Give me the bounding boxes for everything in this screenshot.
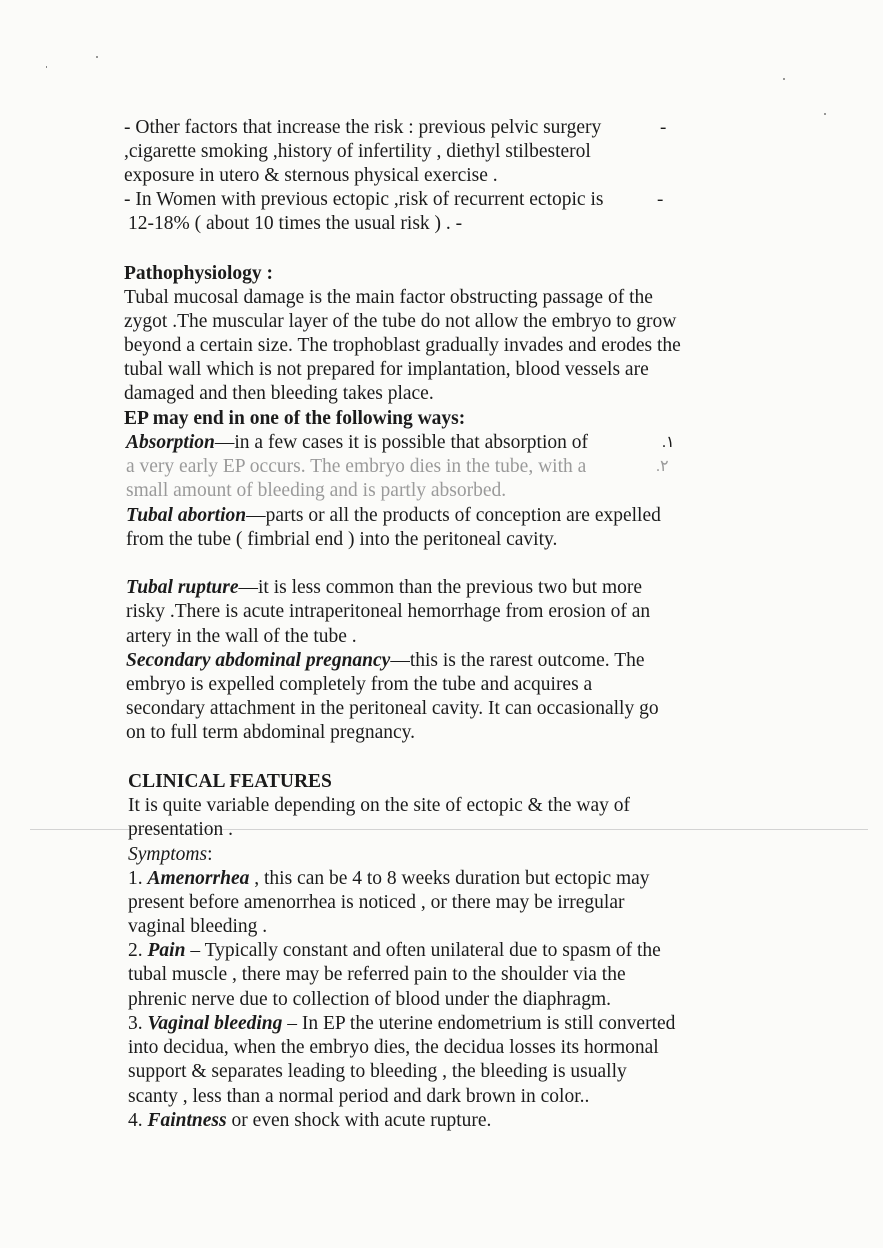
tubal-rupture-line-1 [126, 576, 642, 600]
risk-factors-line-3: exposure in utero & sternous physical exercise . [124, 165, 498, 186]
risk-factors-line-1-mark: - [660, 117, 667, 138]
recurrent-ectopic-line-1: - In Women with previous ectopic ,risk of recurrent ectopic is [124, 189, 604, 210]
symptom-3-text-1: – In EP the uterine endometrium is still converted [282, 1013, 676, 1034]
patho-text-line-4: tubal wall which is not prepared for implantation, blood vessels are [124, 359, 649, 380]
patho-text-line-2: zygot .The muscular layer of the tube do not allow the embryo to grow [124, 311, 677, 332]
symptom-3-line-4: scanty , less than a normal period and dark brown in color.. [128, 1086, 590, 1107]
symptom-4-text-1: or even shock with acute rupture. [226, 1110, 492, 1131]
tubal-abortion-term: Tubal abortion [126, 505, 247, 526]
scan-speck [783, 78, 785, 80]
symptom-2-line-1 [128, 939, 661, 963]
scan-speck [96, 56, 98, 58]
symptoms-label: Symptoms [128, 844, 208, 865]
symptom-1-line-2: present before amenorrhea is noticed , or there may be irregular [128, 892, 625, 913]
patho-text-line-1: Tubal mucosal damage is the main factor obstructing passage of the [124, 287, 653, 308]
absorption-text-1: —in a few cases it is possible that absorption of [214, 432, 589, 453]
symptom-1-text-1: , this can be 4 to 8 weeks duration but ectopic may [249, 868, 650, 889]
secondary-pregnancy-line-1 [126, 649, 645, 673]
absorption-line-3: small amount of bleeding and is partly absorbed. [126, 480, 507, 501]
absorption-line-2: a very early EP occurs. The embryo dies in the tube, with a [126, 456, 587, 477]
symptom-2-line-3: phrenic nerve due to collection of blood under the diaphragm. [128, 989, 612, 1010]
patho-text-line-5: damaged and then bleeding takes place. [124, 383, 434, 404]
absorption-mark-1: .١ [662, 434, 675, 451]
scan-speck [46, 66, 47, 68]
recurrent-ectopic-line-2: 12-18% ( about 10 times the usual risk ) . - [128, 213, 463, 234]
absorption-line-1 [126, 431, 588, 455]
symptom-2-text-1: – Typically constant and often unilateral due to spasm of the [185, 940, 661, 961]
pathophysiology-heading: Pathophysiology : [124, 263, 273, 284]
symptom-3-line-1 [128, 1012, 675, 1036]
secondary-pregnancy-line-4: on to full term abdominal pregnancy. [126, 722, 415, 743]
clinical-intro-line-1: It is quite variable depending on the site of ectopic & the way of [128, 795, 630, 816]
symptom-3-line-2: into decidua, when the embryo dies, the decidua losses its hormonal [128, 1037, 659, 1058]
symptoms-label-line [128, 843, 213, 867]
symptom-3-term: Vaginal bleeding [147, 1013, 283, 1034]
risk-factors-line-2: ,cigarette smoking ,history of infertility , diethyl stilbesterol [124, 141, 591, 162]
symptom-1-number: 1. [128, 868, 148, 889]
symptoms-colon: : [207, 844, 213, 865]
symptom-1-line-3: vaginal bleeding . [128, 916, 268, 937]
absorption-mark-2: .٢ [656, 458, 669, 475]
clinical-features-heading: CLINICAL FEATURES [128, 771, 332, 792]
tubal-abortion-text-1: —parts or all the products of conception are expelled [246, 505, 661, 526]
symptom-2-term: Pain [147, 940, 186, 961]
tubal-rupture-line-2: risky .There is acute intraperitoneal hemorrhage from erosion of an [126, 601, 651, 622]
tubal-abortion-line-2: from the tube ( fimbrial end ) into the peritoneal cavity. [126, 529, 558, 550]
secondary-pregnancy-line-2: embryo is expelled completely from the tube and acquires a [126, 674, 593, 695]
patho-text-line-3: beyond a certain size. The trophoblast gradually invades and erodes the [124, 335, 681, 356]
secondary-pregnancy-term: Secondary abdominal pregnancy [126, 650, 391, 671]
symptom-3-number: 3. [128, 1013, 148, 1034]
clinical-intro-line-2: presentation . [128, 819, 234, 840]
secondary-pregnancy-line-3: secondary attachment in the peritoneal cavity. It can occasionally go [126, 698, 659, 719]
tubal-abortion-line-1 [126, 504, 661, 528]
absorption-term: Absorption [126, 432, 215, 453]
symptom-1-line-1 [128, 867, 650, 891]
risk-factors-line-1: - Other factors that increase the risk : previous pelvic surgery [124, 117, 602, 138]
symptom-4-term: Faintness [147, 1110, 227, 1131]
symptom-1-term: Amenorrhea [147, 868, 250, 889]
symptom-4-number: 4. [128, 1110, 148, 1131]
tubal-rupture-term: Tubal rupture [126, 577, 239, 598]
tubal-rupture-line-3: artery in the wall of the tube . [126, 626, 357, 647]
ep-outcomes-heading: EP may end in one of the following ways: [124, 408, 466, 429]
scan-speck [824, 113, 826, 115]
symptom-4-line-1 [128, 1109, 491, 1133]
symptom-3-line-3: support & separates leading to bleeding , the bleeding is usually [128, 1061, 627, 1082]
tubal-rupture-text-1: —it is less common than the previous two but more [238, 577, 643, 598]
symptom-2-number: 2. [128, 940, 148, 961]
symptom-2-line-2: tubal muscle , there may be referred pain to the shoulder via the [128, 964, 626, 985]
secondary-pregnancy-text-1: —this is the rarest outcome. The [390, 650, 645, 671]
recurrent-ectopic-line-1-mark: - [657, 189, 664, 210]
